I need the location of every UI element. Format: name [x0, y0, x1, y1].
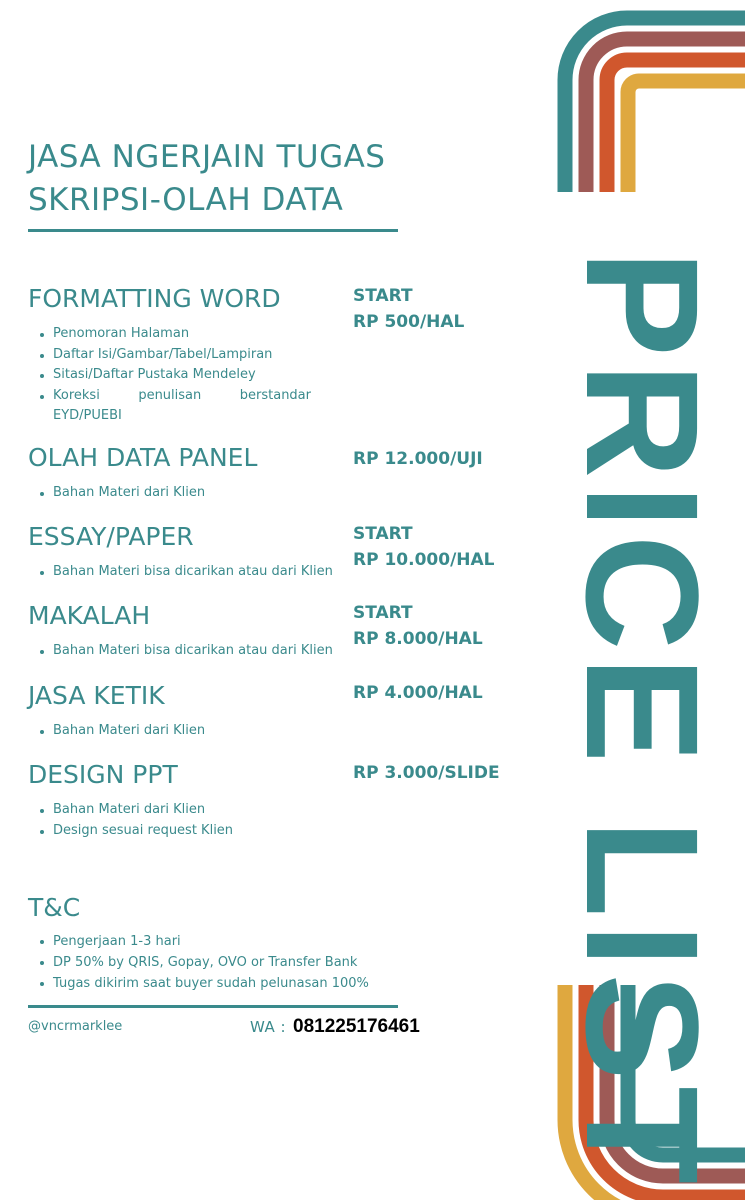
service-items: [28, 641, 373, 662]
service-name: ESSAY/PAPER: [28, 522, 194, 551]
list-item: Pengerjaan 1-3 hari: [53, 931, 369, 952]
price-makalah: [353, 600, 483, 652]
whatsapp-label: WA :: [250, 1018, 287, 1036]
price-prefix: START: [353, 603, 413, 623]
whatsapp-number: 081225176461: [293, 1016, 420, 1037]
price-value: RP 8.000/HAL: [353, 629, 483, 649]
social-handle: @vncrmarklee: [28, 1019, 123, 1034]
list-item: Bahan Materi dari Klien: [53, 800, 311, 821]
service-name: MAKALAH: [28, 601, 151, 630]
list-item: Bahan Materi dari Klien: [53, 483, 311, 504]
list-item: Bahan Materi bisa dicarikan atau dari Klien: [53, 641, 373, 662]
list-item: Design sesuai request Klien: [53, 821, 311, 842]
stripe-top-yellow: [628, 81, 745, 192]
service-items: [28, 721, 311, 742]
list-item: Daftar Isi/Gambar/Tabel/Lampiran: [53, 345, 311, 366]
list-item: Sitasi/Daftar Pustaka Mendeley: [53, 365, 311, 386]
list-item: Tugas dikirim saat buyer sudah pelunasan 100%: [53, 973, 369, 994]
price-formatting-word: [353, 283, 464, 335]
price-design-ppt: [353, 760, 500, 786]
price-jasa-ketik: [353, 680, 483, 706]
price-value: RP 500/HAL: [353, 312, 465, 332]
list-item: Bahan Materi dari Klien: [53, 721, 311, 742]
service-items: [28, 483, 311, 504]
price-prefix: START: [353, 286, 413, 306]
price-essay-paper: [353, 521, 495, 573]
service-name: FORMATTING WORD: [28, 284, 281, 313]
service-items: [28, 324, 311, 427]
title-line-1: JASA NGERJAIN TUGAS: [28, 139, 386, 175]
list-item: Koreksi penulisan berstandar EYD/PUEBI: [53, 386, 311, 427]
title-divider: [28, 229, 398, 232]
price-list-heading: PRICE LIST: [553, 250, 732, 1191]
page-title: [28, 136, 408, 222]
list-item: Bahan Materi bisa dicarikan atau dari Klien: [53, 562, 373, 583]
list-item: Penomoran Halaman: [53, 324, 311, 345]
price-value: RP 4.000/HAL: [353, 683, 483, 703]
service-name: JASA KETIK: [28, 681, 165, 710]
service-name: OLAH DATA PANEL: [28, 443, 258, 472]
footer-divider: [28, 1005, 398, 1008]
terms-list: [28, 931, 369, 994]
list-item: DP 50% by QRIS, Gopay, OVO or Transfer Bank: [53, 952, 369, 973]
price-olah-data-panel: [353, 446, 483, 472]
service-name: DESIGN PPT: [28, 760, 178, 789]
terms-title: T&C: [28, 893, 81, 922]
service-items: [28, 562, 373, 583]
price-value: RP 10.000/HAL: [353, 550, 495, 570]
price-prefix: START: [353, 524, 413, 544]
title-line-2: SKRIPSI-OLAH DATA: [28, 182, 344, 218]
price-value: RP 3.000/SLIDE: [353, 763, 500, 783]
service-items: [28, 800, 311, 841]
price-value: RP 12.000/UJI: [353, 449, 483, 469]
